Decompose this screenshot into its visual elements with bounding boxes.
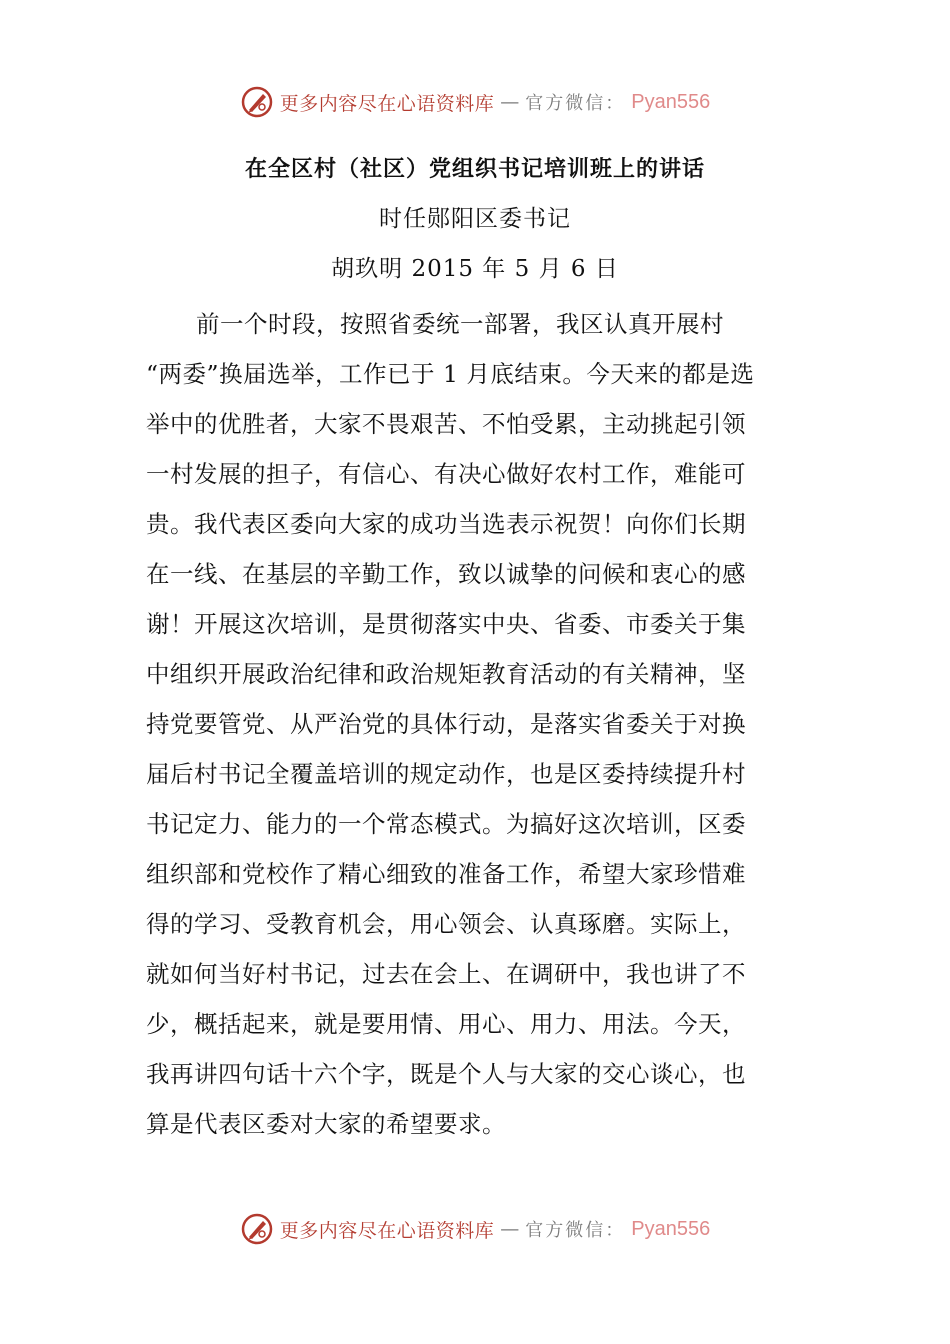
body-line: 得的学习、受教育机会，用心领会、认真琢磨。实际上， (146, 910, 746, 938)
body-line: 举中的优胜者，大家不畏艰苦、不怕受累，主动挑起引领 (146, 410, 746, 438)
body-line: 在一线、在基层的辛勤工作，致以诚挚的问候和衷心的感 (146, 560, 746, 588)
speaker-role: 时任郧阳区委书记 (379, 206, 571, 232)
body-line: 少，概括起来，就是要用情、用心、用力、用法。今天， (146, 1010, 746, 1038)
speaker-name-date: 胡玖明 2015 年 5 月 6 日 (331, 256, 619, 282)
banner-label: 官方微信： (525, 1220, 626, 1241)
body-line: 届后村书记全覆盖培训的规定动作，也是区委持续提升村 (146, 760, 746, 788)
body-line: 中组织开展政治纪律和政治规矩教育活动的有关精神，坚 (146, 660, 746, 688)
banner-wechat-id: Pyan556 (631, 90, 711, 113)
body-line: 持党要管党、从严治党的具体行动，是落实省委关于对换 (146, 710, 746, 738)
body-line: 一村发展的担子，有信心、有决心做好农村工作，难能可 (146, 460, 746, 488)
header-banner (0, 82, 950, 122)
banner-separator: — (500, 91, 520, 113)
banner-separator: — (500, 1218, 520, 1240)
pen-logo-icon (240, 85, 274, 119)
banner-text: 更多内容尽在心语资料库 (279, 1219, 495, 1242)
body-line: 算是代表区委对大家的希望要求。 (146, 1110, 506, 1138)
body-line: “两委”换届选举，工作已于 1 月底结束。今天来的都是选 (146, 360, 755, 388)
body-line: 贵。我代表区委向大家的成功当选表示祝贺！向你们长期 (146, 510, 746, 538)
footer-banner (0, 1209, 950, 1249)
body-line: 组织部和党校作了精心细致的准备工作，希望大家珍惜难 (146, 860, 746, 888)
body-line: 我再讲四句话十六个字，既是个人与大家的交心谈心，也 (146, 1060, 746, 1088)
banner-wechat-id: Pyan556 (631, 1217, 711, 1240)
page-title: 在全区村（社区）党组织书记培训班上的讲话 (244, 157, 705, 182)
body-line: 就如何当好村书记，过去在会上、在调研中，我也讲了不 (146, 960, 746, 988)
banner-label: 官方微信： (525, 93, 626, 114)
body-line: 前一个时段，按照省委统一部署，我区认真开展村 (196, 310, 724, 338)
banner-text: 更多内容尽在心语资料库 (279, 92, 495, 115)
speech-body (146, 299, 810, 1149)
body-line: 书记定力、能力的一个常态模式。为搞好这次培训，区委 (146, 810, 746, 838)
pen-logo-icon (240, 1212, 274, 1246)
body-line: 谢！开展这次培训，是贯彻落实中央、省委、市委关于集 (146, 610, 746, 638)
